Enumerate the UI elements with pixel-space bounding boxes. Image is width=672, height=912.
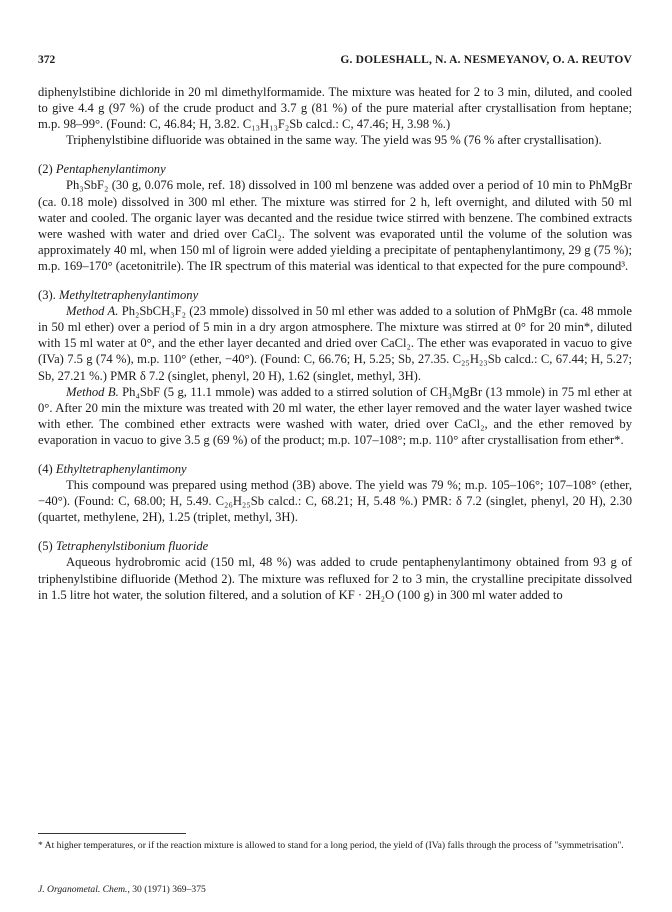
paragraph: diphenylstibine dichloride in 20 ml dimethylformamide. The mixture was heated for 2 to 3 min, diluted, and cooled to give 4.4 g (97 %) of the crude product and 3.7 g (81 %) of the pure material after crystallisation from heptane; m.p. 98–99°. (Found: C, 46.84; H, 3.82. C₁₃H₁₃F₂Sb calcd.: C, 47.46; H, 3.98 %.) — [38, 85, 632, 132]
footnote-divider — [38, 833, 186, 834]
method-label: Method B. — [66, 384, 119, 399]
paragraph: Ph₃SbF₂ (30 g, 0.076 mole, ref. 18) dissolved in 100 ml benzene was added over a period of 10 min to PhMgBr (ca. 0.18 mole) dissolved in 300 ml ether. The mixture was stirred for 2 h, left overnight, and diluted with 50 ml water and cooled. The organic layer was decanted and the residue twice stirred with benzene. The combined extracts were washed with water and dried over CaCl₂. The solvent was evaporated until the volume of the solution was approximately 40 ml, when 150 ml of ligroin were added yielding a precipitate of pentaphenylantimony, 29 g (75 %); m.p. 169–170° (acetonitrile). The IR spectrum of this material was identical to that expected for the pure compound³. — [38, 178, 632, 273]
section-number: (4) — [38, 461, 56, 476]
paragraph — [38, 384, 632, 448]
footnote: * At higher temperatures, or if the reaction mixture is allowed to stand for a long period, the yield of (IVa) falls through the process of "symmetrisation". — [38, 840, 624, 851]
section-heading-4 — [38, 461, 632, 477]
journal-name: J. Organometal. Chem. — [38, 884, 128, 895]
paragraph-text: Ph₂SbCH₃F₂ (23 mmole) dissolved in 50 ml ether was added to a solution of PhMgBr (ca. 48 mmole in 50 ml ether) over a period of 5 min in a dry argon atmosphere. The mixture was stirred at 0° for 20 min*, diluted with 15 ml water at 0°, and the ether layer decanted and dried over CaCl₂. The ether was evaporated in vacuo to give (IVa) 7.5 g (74 %), m.p. 110° (ether, −40°). (Found: C, 66.76; H, 5.25; Sb, 27.35. C₂₅H₂₃Sb calcd.: C, 67.44; H, 5.27; Sb, 27.21 %.) PMR δ 7.2 (singlet, phenyl, 20 H), 1.62 (singlet, methyl, 3H). — [38, 304, 633, 383]
paragraph — [38, 303, 632, 383]
section-title: Pentaphenylantimony — [55, 162, 166, 177]
journal-reference: , 30 (1971) 369–375 — [127, 884, 206, 895]
running-authors: G. DOLESHALL, N. A. NESMEYANOV, O. A. REUTOV — [340, 54, 632, 66]
section-number: (5) — [38, 539, 56, 554]
section-title: Methyltetraphenylantimony — [58, 288, 199, 303]
section-heading-5 — [38, 538, 632, 554]
paragraph-text: Ph₄SbF (5 g, 11.1 mmole) was added to a stirred solution of CH₃MgBr (13 mmole) in 75 ml ether at 0°. After 20 min the mixture was treated with 20 ml water, the ether layer removed and the water layer washed twice with ether. The combined ether extracts were washed with water, dried over CaCl₂, and the ether removed by evaporation in vacuo to give 3.5 g (69 %) of the product; m.p. 107–108°; m.p. 110° after crystallisation from ether*. — [38, 384, 632, 447]
running-header — [38, 54, 632, 72]
journal-citation — [38, 884, 206, 895]
paragraph: This compound was prepared using method (3B) above. The yield was 79 %; m.p. 105–106°; 107–108° (ether, −40°). (Found: C, 68.00; H, 5.49. C₂₆H₂₅Sb calcd.: C, 68.21; H, 5.48 %.) PMR: δ 7.2 (singlet, phenyl, 20 H), 2.30 (quartet, methylene, 2H), 1.25 (triplet, methyl, 3H). — [38, 478, 632, 525]
section-heading-2 — [38, 161, 632, 177]
paragraph: Aqueous hydrobromic acid (150 ml, 48 %) was added to crude pentaphenylantimony obtained from 93 g of triphenylstibine difluoride (Method 2). The mixture was refluxed for 2 to 3 min, the crystalline precipitate dissolved in 1.5 litre hot water, the solution filtered, and a solution of KF · 2H₂O (100 g) in 300 ml water added to — [38, 555, 632, 602]
article-body — [38, 84, 632, 603]
section-title: Ethyltetraphenylantimony — [55, 461, 187, 476]
section-number: (3). — [38, 288, 59, 303]
paragraph: Triphenylstibine difluoride was obtained in the same way. The yield was 95 % (76 % after crystallisation). — [66, 133, 602, 148]
section-number: (2) — [38, 162, 56, 177]
method-label: Method A. — [66, 304, 119, 319]
page-number: 372 — [38, 54, 56, 66]
section-title: Tetraphenylstibonium fluoride — [55, 539, 209, 554]
section-heading-3 — [38, 287, 632, 303]
